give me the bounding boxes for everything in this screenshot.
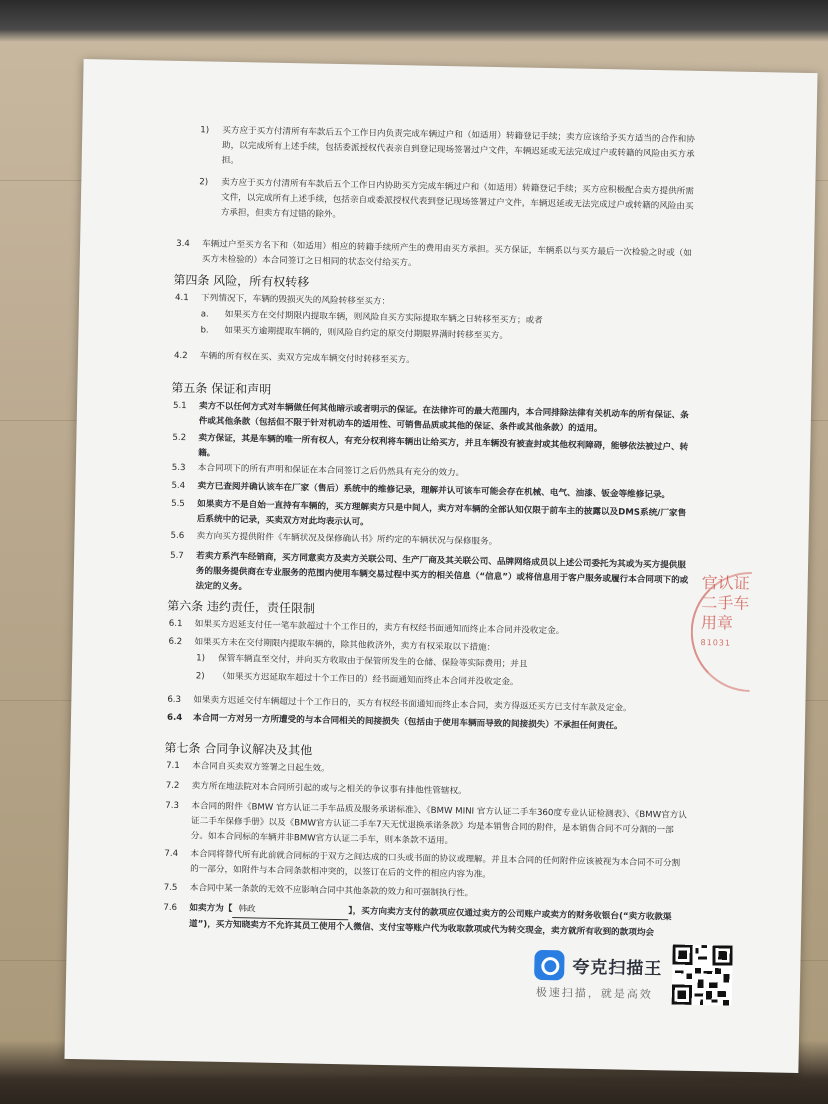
clause-number: 5.1 [172, 400, 187, 412]
section-heading: 第五条 保证和声明 [171, 380, 272, 397]
clause-text: 如果卖方迟延交付车辆超过十个工作日的，买方有权经书面通知而终止本合同，卖方得返还买方已支付车款及定金。 [193, 695, 632, 714]
scanner-brand: 夸克扫描王 [572, 957, 663, 980]
clause-number: 6.4 [166, 712, 183, 724]
clause-text: 保管车辆直至交付，并向买方收取由于保管所发生的仓储、保险等实际费用；并且 [218, 653, 528, 670]
clause-number: 5.5 [171, 498, 185, 510]
clause-text: 卖方不以任何方式对车辆做任何其他暗示或者明示的保证。在法律许可的最大范围内，本合同排除法律有关机动车的所有保证、条件或其他条款（包括但不限于针对机动车的适用性、可销售品质或其他的保证、条件或其他条款）的适用。 [198, 401, 689, 435]
item-number: 1) [196, 653, 206, 664]
clause-number: 6.3 [167, 694, 182, 706]
item-number: 2) [199, 177, 209, 188]
clause-text: 卖方已查阅并确认该车在厂家（售后）系统中的维修记录，理解并认可该车可能会存在机械、电气、油漆、钣金等维修记录。 [197, 481, 671, 501]
clause-number: 5.7 [170, 550, 184, 562]
qr-code-icon [672, 945, 733, 1006]
clause-7-6 [189, 901, 686, 942]
clause-text: 本合同项下的所有声明和保证在本合同签订之后仍然具有充分的效力。 [197, 463, 465, 479]
clause-text: 车辆的所有权在买、卖双方完成车辆交付时转移至买方。 [199, 351, 415, 366]
item-number: 1) [200, 125, 210, 136]
clause-number: 5.6 [170, 530, 185, 542]
clause-text: 如果买方未在交付期限内提取车辆的，除其他救济外，卖方有权采取以下措施： [194, 637, 496, 654]
item-number: b. [200, 325, 209, 336]
item-number: 2) [195, 671, 205, 682]
scanner-logo-icon [534, 950, 565, 981]
section-heading: 第四条 风险，所有权转移 [173, 272, 310, 290]
clause-text: 如果买方逾期提取车辆的，则风险自约定的原交付期限界满时转移至买方。 [224, 325, 509, 342]
clause-text: 卖方向买方提供附件《车辆状况及保修确认书》所约定的车辆状况与保修服务。 [196, 531, 498, 548]
clause-number: 4.1 [175, 292, 189, 304]
clause-number: 7.3 [165, 800, 180, 812]
clause-number: 3.4 [176, 238, 190, 250]
clause-text: 下列情况下，车辆的毁损灭失的风险转移至买方： [200, 293, 391, 307]
section-heading: 第七条 合同争议解决及其他 [164, 740, 313, 758]
seller-name-field: 韩政 [232, 902, 348, 920]
clause-text: 买方应于买方付清所有车款后五个工作日内负责完成车辆过户和（如适用）转籍登记手续；卖方应该给予买方适当的合作和协助，以完成所有上述手续，包括委派授权代表亲自到登记现场签署过户文件，车辆迟延或无法完成过户或转籍的风险由买方承担。 [221, 125, 695, 167]
clause-suffix: 】，买方向卖方支付的款项应仅通过卖方的公司账户或卖方的财务收银台(“卖方收款渠道”)，买方知晓卖方不允许其员工使用个人微信、支付宝等账户代为收取款项或代为转交现金，卖方就所有收到的款项均会 [188, 906, 672, 939]
stamp-code: 81031 [700, 637, 732, 648]
clause-number: 4.2 [173, 350, 188, 362]
scanner-slogan: 极速扫描，就是高效 [535, 985, 653, 1002]
red-seal-stamp [690, 571, 752, 692]
clause-number: 6.1 [168, 618, 183, 630]
clause-prefix: 如卖方为【 [189, 903, 233, 915]
clause-text: 本合同一方对另一方所遭受的与本合同相关的间接损失（包括由于使用车辆而导致的间接损失）不承担任何责任。 [192, 713, 623, 732]
section-heading: 第六条 违约责任，责任限制 [167, 598, 316, 616]
clause-text: 本合同自买卖双方签署之日起生效。 [192, 761, 330, 774]
clause-text: （如果买方迟延取车超过十个工作日的）经书面通知而终止本合同并没收定金。 [217, 671, 519, 688]
clause-text: 本合同的附件《BMW 官方认证二手车品质及服务承诺标准》、《BMW MINI 官方认证二手车360度专业认证检测表》、《BMW官方认证二手车保修手册》以及《BMW官方认证二手车7天无忧退换承诺条款》均是本销售合同的附件，是本销售合同不可分割的一部分。如本合同标的车辆并非BMW官方认证二手车，则本条款不适用。 [190, 801, 688, 847]
clause-text: 本合同将替代所有此前就合同标的于双方之间达成的口头或书面的协议或理解。并且本合同的任何附件应该被视为本合同不可分割的一部分，如附件与本合同条款相冲突的，以签订在后的文件的相应内容为准。 [190, 849, 681, 881]
item-number: a. [200, 309, 209, 320]
clause-text: 卖方保证，其是车辆的唯一所有权人，有充分权利将车辆出让给买方，并且车辆没有被查封或其他权利障碍，能够依法被过户、转籍。 [198, 433, 689, 459]
clause-text: 本合同中某一条款的无效不应影响合同中其他条款的效力和可强制执行性。 [189, 883, 474, 899]
clause-text: 车辆过户至买方名下和（如适用）相应的转籍手续所产生的费用由买方承担。买方保证，车辆系以与买方最后一次检验之时或（如买方未检验的）本合同签订之日相同的状态交付给买方。 [201, 239, 692, 269]
clause-number: 7.1 [166, 760, 180, 772]
contract-page [64, 59, 817, 1073]
clause-number: 5.4 [171, 480, 186, 492]
clause-number: 7.2 [165, 780, 180, 792]
clause-text: 如果卖方不是自始一直持有车辆的，买方理解卖方只是中间人，卖方对车辆的全部认知仅限于前车主的披露以及DMS系统/厂家售后系统中的记录，买卖双方对此均表示认可。 [196, 499, 687, 528]
clause-number: 5.2 [172, 432, 187, 444]
clause-number: 7.5 [163, 882, 178, 893]
clause-text: 卖方所在地法院对本合同所引起的或与之相关的争议事有排他性管辖权。 [191, 781, 467, 797]
clause-text: 若卖方系汽车经销商，买方同意卖方及卖方关联公司、生产厂商及其关联公司、品牌网络成员以上述公司委托为其或为买方提供服务的服务提供商在专业服务的范围内使用车辆交易过程中买方的相关信息（“信息”）或将信息用于客户服务或履行本合同项下的或法定的义务。 [195, 551, 689, 593]
clause-number: 7.6 [163, 902, 178, 913]
clause-number: 7.4 [164, 848, 179, 860]
clause-text: 如果买方迟延支付任一笔车款超过十个工作日的，卖方有权经书面通知而终止本合同并没收定金。 [194, 619, 565, 637]
clause-text: 卖方应于买方付清所有车款后五个工作日内协助买方完成车辆过户和（如适用）转籍登记手续；买方应积极配合卖方提供所需文件，以完成所有上述手续，包括亲自或委派授权代表到登记现场签署过户文件，车辆迟延或无法完成过户或转籍的风险由买方承担，但卖方有过错的除外。 [220, 177, 694, 221]
background-dark-top [0, 0, 828, 42]
clause-number: 6.2 [168, 636, 183, 648]
clause-text: 如果买方在交付期限内提取车辆，则风险自买方实际提取车辆之日转移至买方；或者 [224, 309, 543, 326]
clause-number: 5.3 [171, 462, 186, 474]
stamp-text: 官认证二手车 用章 [700, 573, 750, 633]
